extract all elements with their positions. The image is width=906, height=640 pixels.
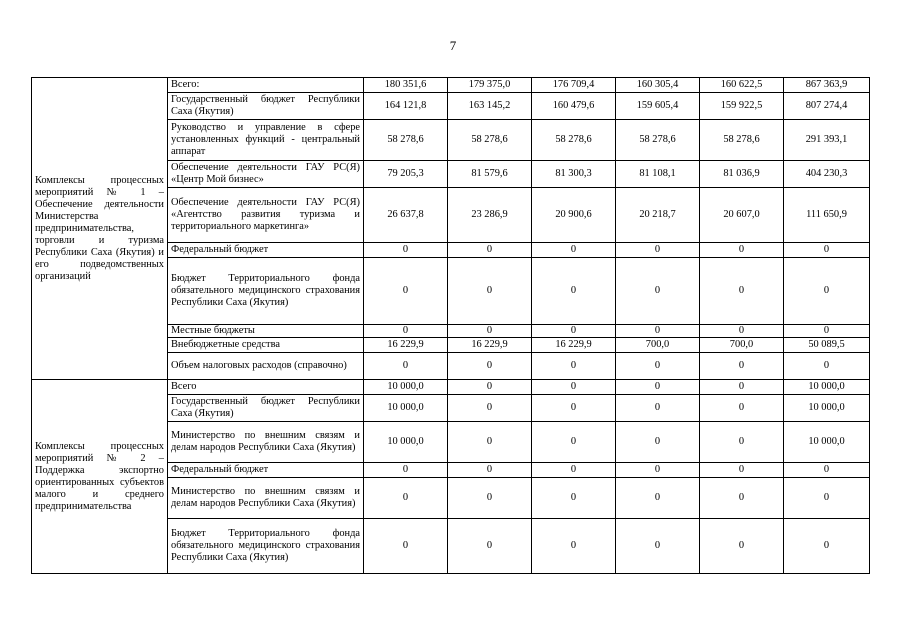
value-cell: 0 <box>532 422 616 463</box>
value-cell: 0 <box>700 422 784 463</box>
total-cell: 10 000,0 <box>784 380 870 395</box>
value-cell: 176 709,4 <box>532 78 616 93</box>
value-cell: 0 <box>616 325 700 338</box>
program-name: Комплексы процессных мероприятий № 1 – Обеспечение деятельности Министерства предпринимательства, торговли и туризма Республики Саха (Якутия) и его подведомственных организаций <box>32 78 168 380</box>
value-cell: 0 <box>616 353 700 380</box>
value-cell: 0 <box>448 380 532 395</box>
value-cell: 0 <box>532 478 616 519</box>
funding-source: Руководство и управление в сфере установленных функций - центральный аппарат <box>168 120 364 161</box>
value-cell: 81 300,3 <box>532 161 616 188</box>
value-cell: 20 218,7 <box>616 188 700 243</box>
funding-source: Федеральный бюджет <box>168 243 364 258</box>
value-cell: 81 579,6 <box>448 161 532 188</box>
value-cell: 81 108,1 <box>616 161 700 188</box>
value-cell: 0 <box>700 353 784 380</box>
funding-source: Всего: <box>168 78 364 93</box>
value-cell: 0 <box>616 478 700 519</box>
value-cell: 58 278,6 <box>616 120 700 161</box>
value-cell: 0 <box>532 353 616 380</box>
value-cell: 159 922,5 <box>700 93 784 120</box>
total-cell: 10 000,0 <box>784 395 870 422</box>
value-cell: 16 229,9 <box>364 338 448 353</box>
value-cell: 159 605,4 <box>616 93 700 120</box>
value-cell: 58 278,6 <box>700 120 784 161</box>
value-cell: 180 351,6 <box>364 78 448 93</box>
table-row <box>32 380 870 395</box>
total-cell: 0 <box>784 478 870 519</box>
value-cell: 0 <box>364 519 448 574</box>
value-cell: 26 637,8 <box>364 188 448 243</box>
funding-source: Обеспечение деятельности ГАУ РС(Я) «Центр Мой бизнес» <box>168 161 364 188</box>
value-cell: 0 <box>616 380 700 395</box>
value-cell: 0 <box>700 325 784 338</box>
value-cell: 700,0 <box>616 338 700 353</box>
value-cell: 58 278,6 <box>364 120 448 161</box>
value-cell: 0 <box>532 380 616 395</box>
total-cell: 0 <box>784 463 870 478</box>
total-cell: 404 230,3 <box>784 161 870 188</box>
value-cell: 0 <box>532 395 616 422</box>
value-cell: 0 <box>700 380 784 395</box>
value-cell: 10 000,0 <box>364 380 448 395</box>
value-cell: 0 <box>700 243 784 258</box>
total-cell: 0 <box>784 243 870 258</box>
funding-source: Всего <box>168 380 364 395</box>
value-cell: 58 278,6 <box>532 120 616 161</box>
value-cell: 0 <box>448 519 532 574</box>
value-cell: 0 <box>700 478 784 519</box>
value-cell: 700,0 <box>700 338 784 353</box>
total-cell: 50 089,5 <box>784 338 870 353</box>
funding-source: Бюджет Территориального фонда обязательного медицинского страхования Республики Саха (Якутия) <box>168 519 364 574</box>
budget-table <box>31 77 870 574</box>
value-cell: 20 607,0 <box>700 188 784 243</box>
value-cell: 0 <box>448 478 532 519</box>
value-cell: 0 <box>532 325 616 338</box>
total-cell: 0 <box>784 353 870 380</box>
value-cell: 0 <box>448 258 532 325</box>
value-cell: 0 <box>448 463 532 478</box>
funding-source: Внебюджетные средства <box>168 338 364 353</box>
value-cell: 0 <box>532 463 616 478</box>
value-cell: 10 000,0 <box>364 395 448 422</box>
value-cell: 160 622,5 <box>700 78 784 93</box>
value-cell: 0 <box>616 395 700 422</box>
funding-source: Объем налоговых расходов (справочно) <box>168 353 364 380</box>
value-cell: 0 <box>700 395 784 422</box>
funding-source: Обеспечение деятельности ГАУ РС(Я) «Агентство развития туризма и территориального маркетинга» <box>168 188 364 243</box>
value-cell: 0 <box>364 478 448 519</box>
value-cell: 0 <box>364 353 448 380</box>
value-cell: 0 <box>532 258 616 325</box>
value-cell: 0 <box>364 243 448 258</box>
page-number: 7 <box>449 38 457 53</box>
value-cell: 0 <box>616 258 700 325</box>
total-cell: 0 <box>784 258 870 325</box>
value-cell: 0 <box>700 519 784 574</box>
value-cell: 79 205,3 <box>364 161 448 188</box>
value-cell: 16 229,9 <box>448 338 532 353</box>
total-cell: 10 000,0 <box>784 422 870 463</box>
value-cell: 23 286,9 <box>448 188 532 243</box>
total-cell: 867 363,9 <box>784 78 870 93</box>
value-cell: 0 <box>700 463 784 478</box>
value-cell: 0 <box>532 243 616 258</box>
value-cell: 0 <box>364 463 448 478</box>
value-cell: 0 <box>532 519 616 574</box>
funding-source: Министерство по внешним связям и делам народов Республики Саха (Якутия) <box>168 478 364 519</box>
value-cell: 58 278,6 <box>448 120 532 161</box>
total-cell: 0 <box>784 519 870 574</box>
program-name: Комплексы процессных мероприятий № 2 – Поддержка экспортно ориентированных субъектов малого и среднего предпринимательства <box>32 380 168 574</box>
funding-source: Местные бюджеты <box>168 325 364 338</box>
value-cell: 164 121,8 <box>364 93 448 120</box>
value-cell: 20 900,6 <box>532 188 616 243</box>
value-cell: 0 <box>448 422 532 463</box>
value-cell: 0 <box>364 325 448 338</box>
value-cell: 0 <box>616 422 700 463</box>
total-cell: 807 274,4 <box>784 93 870 120</box>
funding-source: Государственный бюджет Республики Саха (Якутия) <box>168 93 364 120</box>
value-cell: 81 036,9 <box>700 161 784 188</box>
value-cell: 0 <box>616 463 700 478</box>
value-cell: 0 <box>448 395 532 422</box>
value-cell: 160 305,4 <box>616 78 700 93</box>
total-cell: 291 393,1 <box>784 120 870 161</box>
value-cell: 0 <box>700 258 784 325</box>
value-cell: 0 <box>616 519 700 574</box>
value-cell: 160 479,6 <box>532 93 616 120</box>
funding-source: Бюджет Территориального фонда обязательного медицинского страхования Республики Саха (Якутия) <box>168 258 364 325</box>
value-cell: 163 145,2 <box>448 93 532 120</box>
funding-source: Федеральный бюджет <box>168 463 364 478</box>
value-cell: 0 <box>616 243 700 258</box>
value-cell: 16 229,9 <box>532 338 616 353</box>
total-cell: 111 650,9 <box>784 188 870 243</box>
funding-source: Государственный бюджет Республики Саха (Якутия) <box>168 395 364 422</box>
value-cell: 10 000,0 <box>364 422 448 463</box>
value-cell: 179 375,0 <box>448 78 532 93</box>
value-cell: 0 <box>448 243 532 258</box>
value-cell: 0 <box>364 258 448 325</box>
value-cell: 0 <box>448 325 532 338</box>
table-row <box>32 78 870 93</box>
funding-source: Министерство по внешним связям и делам народов Республики Саха (Якутия) <box>168 422 364 463</box>
total-cell: 0 <box>784 325 870 338</box>
value-cell: 0 <box>448 353 532 380</box>
